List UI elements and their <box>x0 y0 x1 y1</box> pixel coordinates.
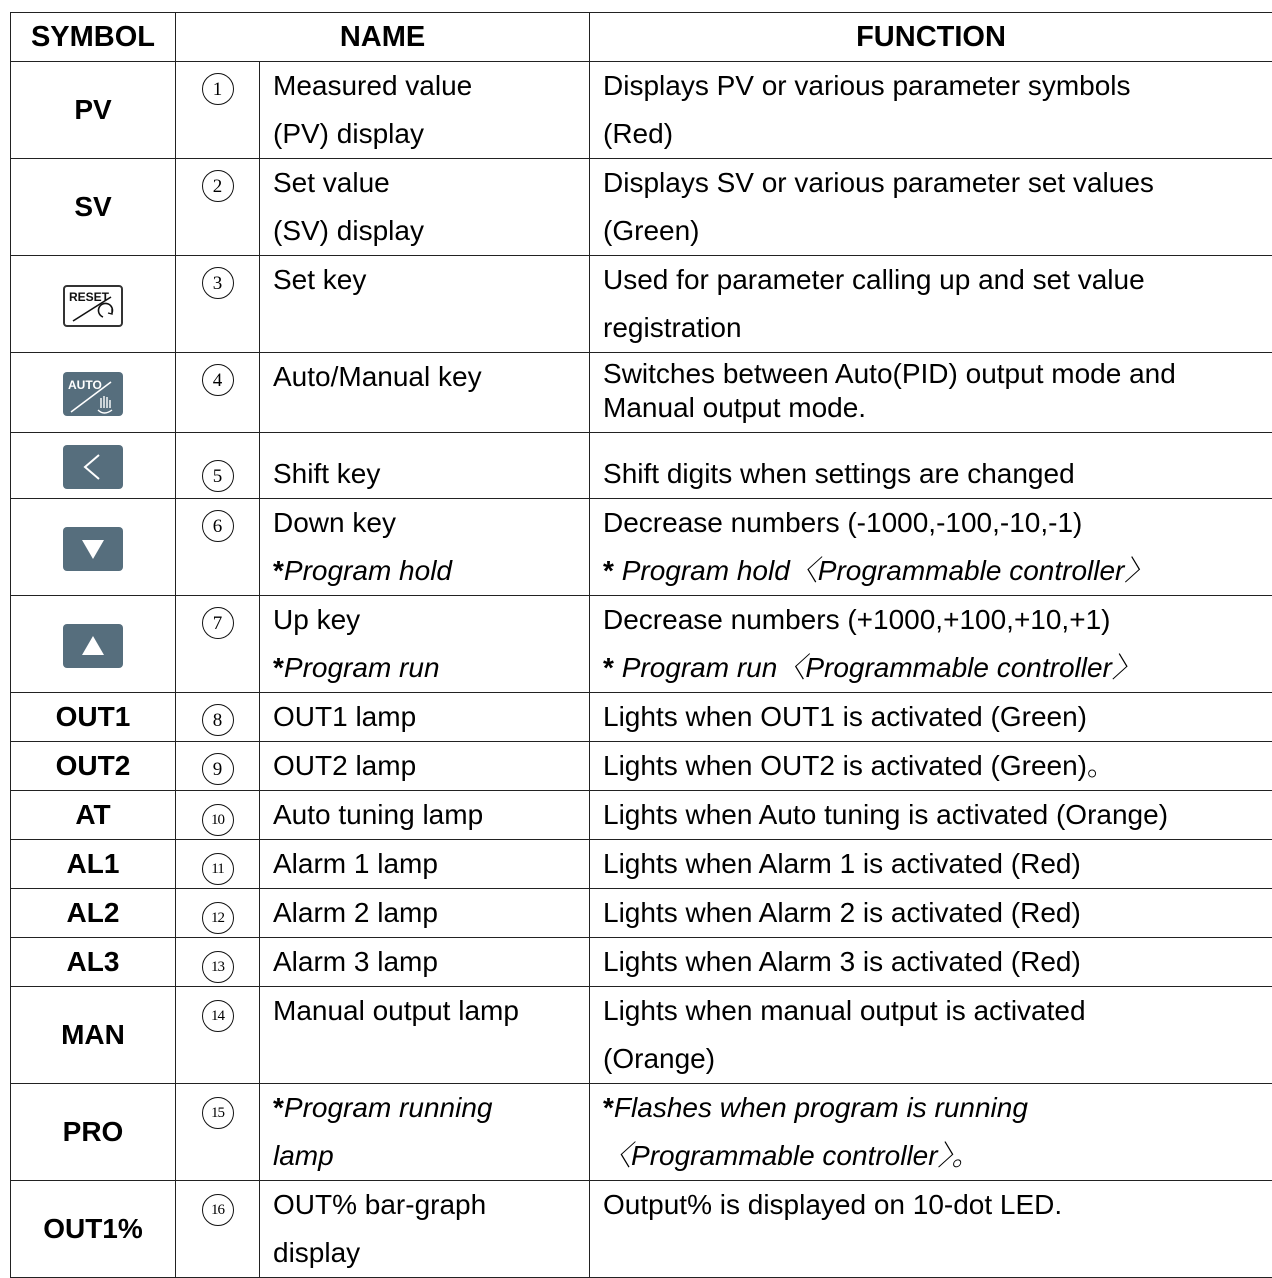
table-row <box>11 1084 1272 1181</box>
down-key-graphic <box>63 527 123 571</box>
function-cell: Lights when OUT2 is activated (Green)。 <box>590 742 1272 791</box>
circled-number: 13 <box>202 951 234 983</box>
table-row <box>11 840 1272 889</box>
table-row <box>11 159 1272 256</box>
name-line: (PV) display <box>273 110 589 158</box>
circled-number: 5 <box>202 460 234 492</box>
function-line: 〈Programmable controller〉。 <box>603 1132 1268 1180</box>
symbol-cell <box>11 256 176 353</box>
shift-key-graphic <box>63 445 123 489</box>
table-row <box>11 433 1272 499</box>
circled-number: 1 <box>202 73 234 105</box>
asterisk: * <box>273 652 284 683</box>
symbol-cell: AL3 <box>11 938 176 987</box>
name-cell: Alarm 2 lamp <box>260 889 590 938</box>
table-row <box>11 353 1272 433</box>
symbol-cell: OUT2 <box>11 742 176 791</box>
name-line: Set value <box>273 159 589 207</box>
name-line: (SV) display <box>273 207 589 255</box>
function-line: Program hold〈Programmable controller〉 <box>614 555 1152 586</box>
name-line: Manual output lamp <box>273 987 589 1035</box>
table-row <box>11 1181 1272 1278</box>
reset-key-icon <box>63 285 123 327</box>
header-row <box>11 13 1272 62</box>
table-row <box>11 889 1272 938</box>
name-line: lamp <box>273 1132 589 1180</box>
circled-number: 16 <box>202 1194 234 1226</box>
table-row <box>11 791 1272 840</box>
name-line: Down key <box>273 499 589 547</box>
up-key-graphic <box>63 624 123 668</box>
table-row <box>11 693 1272 742</box>
symbol-cell: MAN <box>11 987 176 1084</box>
symbol-cell: SV <box>11 159 176 256</box>
table-row <box>11 742 1272 791</box>
function-line: Shift digits when settings are changed <box>603 450 1268 498</box>
function-line: Displays PV or various parameter symbols <box>603 62 1268 110</box>
name-line: Measured value <box>273 62 589 110</box>
circled-number: 7 <box>202 607 234 639</box>
circled-number: 4 <box>202 364 234 396</box>
function-cell: Lights when Alarm 3 is activated (Red) <box>590 938 1272 987</box>
circled-number: 12 <box>202 902 234 934</box>
function-line: Used for parameter calling up and set value <box>603 256 1268 304</box>
symbol-cell: AT <box>11 791 176 840</box>
name-cell: OUT2 lamp <box>260 742 590 791</box>
name-line: Program hold <box>284 555 452 586</box>
symbol-cell <box>11 433 176 499</box>
symbol-cell: PRO <box>11 1084 176 1181</box>
header-symbol: SYMBOL <box>11 13 176 62</box>
name-line: Program run <box>284 652 440 683</box>
circled-number: 8 <box>202 704 234 736</box>
function-line: (Red) <box>603 110 1268 158</box>
function-table <box>10 12 1272 1278</box>
symbol-cell: AL1 <box>11 840 176 889</box>
table-row <box>11 987 1272 1084</box>
header-name: NAME <box>176 13 590 62</box>
circled-number: 11 <box>202 853 234 885</box>
function-line: Displays SV or various parameter set values <box>603 159 1268 207</box>
function-line: Output% is displayed on 10-dot LED. <box>603 1181 1268 1229</box>
name-line: Up key <box>273 596 589 644</box>
function-line: Program run〈Programmable controller〉 <box>614 652 1140 683</box>
shift-left-key-icon <box>63 445 123 489</box>
asterisk: * <box>273 1092 284 1123</box>
name-cell: Alarm 1 lamp <box>260 840 590 889</box>
symbol-cell <box>11 353 176 433</box>
header-function: FUNCTION <box>590 13 1272 62</box>
reset-key-graphic <box>65 287 121 325</box>
table-row <box>11 256 1272 353</box>
symbol-cell <box>11 596 176 693</box>
symbol-cell: PV <box>11 62 176 159</box>
auto-key-text: AUTO <box>68 378 102 392</box>
auto-manual-key-icon <box>63 372 123 416</box>
table-row <box>11 938 1272 987</box>
circled-number: 3 <box>202 267 234 299</box>
asterisk: * <box>273 555 284 586</box>
symbol-cell <box>11 499 176 596</box>
name-line: Shift key <box>273 450 589 498</box>
function-cell: Lights when OUT1 is activated (Green) <box>590 693 1272 742</box>
name-line: display <box>273 1229 589 1277</box>
name-line: Set key <box>273 256 589 304</box>
function-line: (Green) <box>603 207 1268 255</box>
circled-number: 10 <box>202 804 234 836</box>
circled-number: 2 <box>202 170 234 202</box>
function-line: Flashes when program is running <box>614 1092 1028 1123</box>
function-cell: Lights when Alarm 2 is activated (Red) <box>590 889 1272 938</box>
function-line: (Orange) <box>603 1035 1268 1083</box>
function-cell: Lights when Alarm 1 is activated (Red) <box>590 840 1272 889</box>
auto-manual-key-graphic <box>63 372 123 416</box>
function-cell: Lights when Auto tuning is activated (Orange) <box>590 791 1272 840</box>
down-key-icon <box>63 527 123 571</box>
table-row <box>11 499 1272 596</box>
asterisk: * <box>603 1092 614 1123</box>
name-line: Program running <box>284 1092 493 1123</box>
name-cell: Alarm 3 lamp <box>260 938 590 987</box>
function-line: Switches between Auto(PID) output mode and <box>603 357 1268 391</box>
asterisk: * <box>603 652 614 683</box>
table-row <box>11 62 1272 159</box>
circled-number: 6 <box>202 510 234 542</box>
symbol-cell: AL2 <box>11 889 176 938</box>
function-line: registration <box>603 304 1268 352</box>
name-cell: Auto tuning lamp <box>260 791 590 840</box>
up-key-icon <box>63 624 123 668</box>
name-line: OUT% bar-graph <box>273 1181 589 1229</box>
symbol-cell: OUT1% <box>11 1181 176 1278</box>
table-row <box>11 596 1272 693</box>
reset-key-text: RESET <box>69 290 110 304</box>
name-cell: OUT1 lamp <box>260 693 590 742</box>
asterisk: * <box>603 555 614 586</box>
symbol-cell: OUT1 <box>11 693 176 742</box>
circled-number: 9 <box>202 753 234 785</box>
function-line: Decrease numbers (+1000,+100,+10,+1) <box>603 596 1268 644</box>
name-line: Auto/Manual key <box>273 353 589 401</box>
function-line: Decrease numbers (-1000,-100,-10,-1) <box>603 499 1268 547</box>
function-line: Manual output mode. <box>603 391 1268 425</box>
function-line: Lights when manual output is activated <box>603 987 1268 1035</box>
circled-number: 14 <box>202 1000 234 1032</box>
circled-number: 15 <box>202 1097 234 1129</box>
